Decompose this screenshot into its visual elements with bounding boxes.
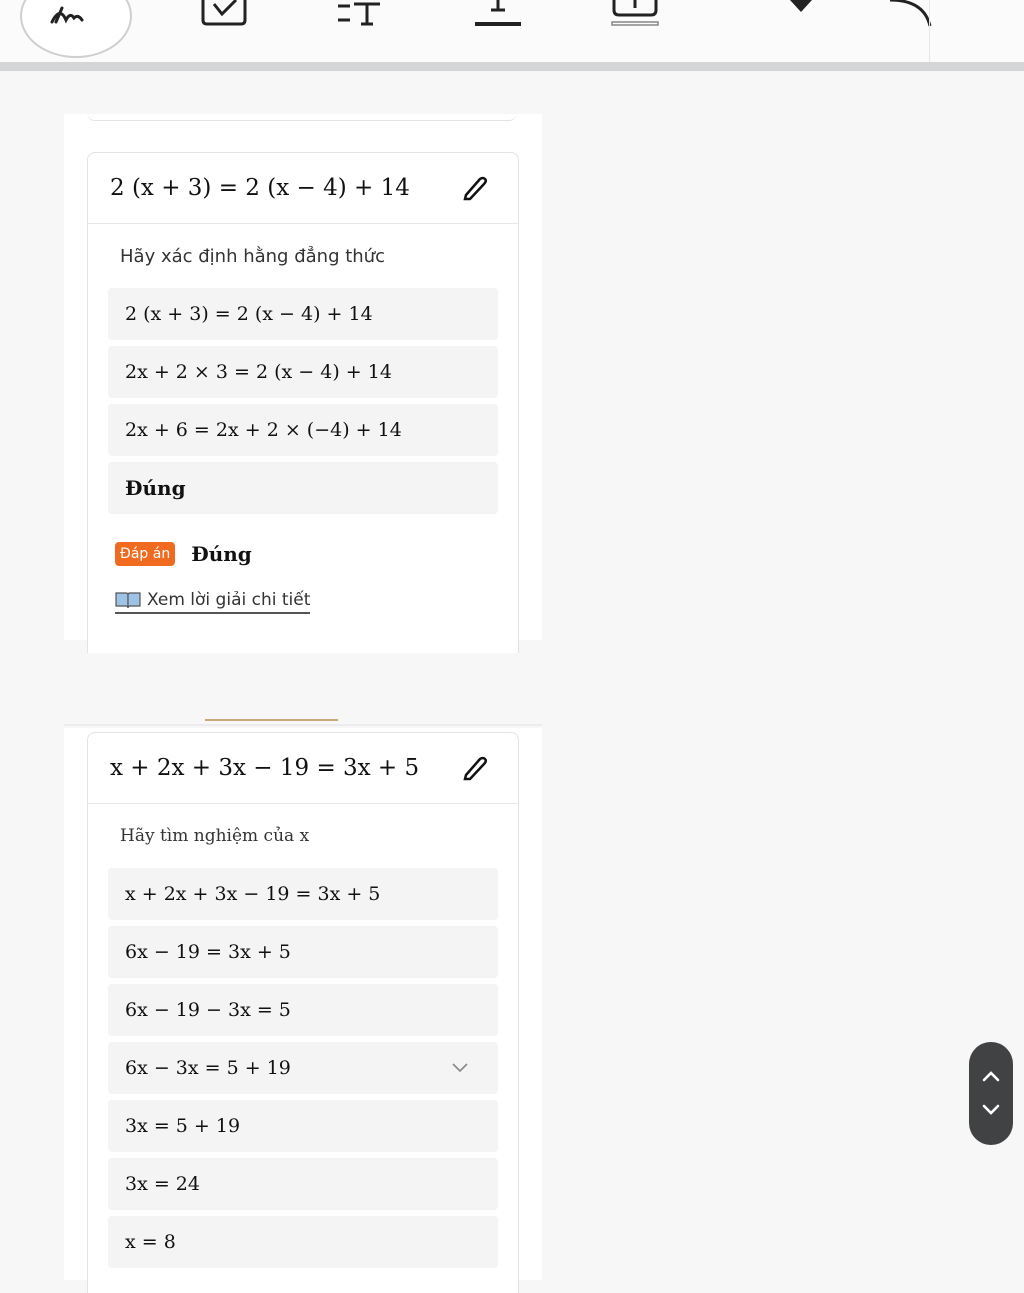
previous-card-edge — [87, 110, 517, 121]
solution-steps — [88, 868, 518, 1268]
page-button[interactable] — [610, 0, 660, 30]
solution-step[interactable]: 6x − 3x = 5 + 19 — [108, 1042, 498, 1094]
signature-button[interactable] — [20, 0, 132, 58]
page-scroll-widget — [969, 1042, 1013, 1145]
edit-pencil-icon[interactable] — [462, 755, 488, 781]
dropdown-button[interactable] — [786, 0, 816, 14]
text-size-button[interactable] — [334, 0, 384, 28]
problem-card-2 — [87, 732, 519, 1293]
chevron-down-icon[interactable] — [979, 1098, 1003, 1122]
card-equation: x + 2x + 3x − 19 = 3x + 5 — [110, 755, 420, 781]
card-equation-header — [88, 733, 518, 804]
card-equation-header — [88, 153, 518, 224]
instruction-text: Hãy tìm nghiệm của x — [120, 826, 310, 846]
curve-button[interactable] — [884, 0, 934, 30]
content-column — [64, 74, 542, 1280]
solution-step[interactable]: Đúng — [108, 462, 498, 514]
section-divider — [64, 724, 542, 726]
answer-badge: Đáp án — [115, 542, 175, 566]
text-underline-button[interactable] — [473, 0, 523, 30]
solution-steps — [88, 288, 518, 514]
solution-step[interactable]: 2x + 2 × 3 = 2 (x − 4) + 14 — [108, 346, 498, 398]
solution-step[interactable]: 2x + 6 = 2x + 2 × (−4) + 14 — [108, 404, 498, 456]
checkbox-button[interactable] — [200, 0, 250, 28]
chevron-up-icon[interactable] — [979, 1064, 1003, 1088]
edit-pencil-icon[interactable] — [462, 175, 488, 201]
checkbox-icon — [200, 0, 250, 28]
toolbar-divider — [929, 0, 1024, 62]
solution-step[interactable]: 6x − 19 = 3x + 5 — [108, 926, 498, 978]
solution-step[interactable]: x = 8 — [108, 1216, 498, 1268]
solution-step[interactable]: x + 2x + 3x − 19 = 3x + 5 — [108, 868, 498, 920]
solution-step[interactable]: 6x − 19 − 3x = 5 — [108, 984, 498, 1036]
text-size-icon — [334, 0, 384, 28]
solution-step[interactable]: 2 (x + 3) = 2 (x − 4) + 14 — [108, 288, 498, 340]
text-underline-icon — [473, 0, 523, 30]
curve-icon — [884, 0, 934, 30]
signature-icon — [22, 0, 130, 56]
answer-value: Đúng — [191, 542, 252, 566]
answer-row — [88, 520, 518, 574]
dropdown-icon — [786, 0, 816, 14]
chevron-down-icon[interactable] — [452, 1063, 468, 1073]
explain-link-label: Xem lời giải chi tiết — [147, 590, 311, 610]
top-toolbar — [0, 0, 1024, 71]
book-icon — [115, 591, 141, 609]
card-equation: 2 (x + 3) = 2 (x − 4) + 14 — [110, 175, 410, 201]
solution-step[interactable]: 3x = 5 + 19 — [108, 1100, 498, 1152]
problem-card-1 — [87, 152, 519, 653]
solution-step[interactable]: 3x = 24 — [108, 1158, 498, 1210]
explain-link[interactable] — [115, 590, 310, 614]
section-tab-indicator — [205, 719, 338, 721]
page-icon — [610, 0, 660, 30]
instruction-text: Hãy xác định hằng đẳng thức — [120, 246, 385, 267]
